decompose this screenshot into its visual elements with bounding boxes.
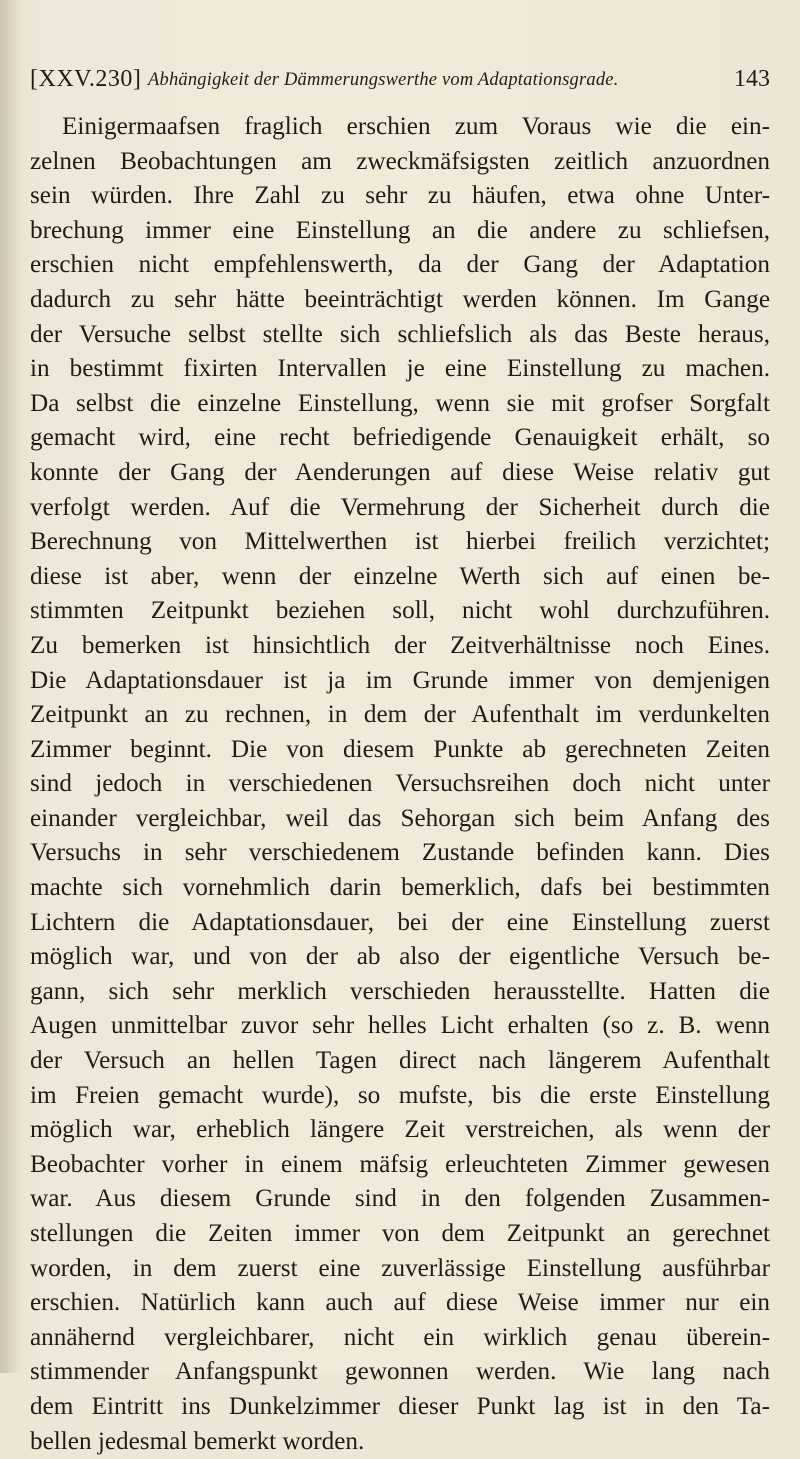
running-header [30, 64, 770, 98]
text-line: machte sich vornehmlich darin bemerklich, dafs bei bestimmten [30, 874, 770, 902]
running-title: Abhängigkeit der Dämmerungswerthe vom Adaptationsgrade. [148, 70, 619, 90]
text-line: in bestimmt fixirten Intervallen je eine Einstellung zu machen. [30, 355, 770, 383]
text-line: stimmender Anfangspunkt gewonnen werden. Wie lang nach [30, 1358, 770, 1386]
text-line: Die Adaptationsdauer ist ja im Grunde immer von demjenigen [30, 666, 770, 694]
text-line: Versuchs in sehr verschiedenem Zustande befinden kann. Dies [30, 839, 770, 867]
body-paragraph [30, 110, 770, 1459]
text-line: Zu bemerken ist hinsichtlich der Zeitverhältnisse noch Eines. [30, 631, 770, 659]
text-line: konnte der Gang der Aenderungen auf diese Weise relativ gut [30, 458, 770, 486]
text-line: der Versuch an hellen Tagen direct nach längerem Aufenthalt [30, 1047, 770, 1075]
text-line: Beobachter vorher in einem mäfsig erleuchteten Zimmer gewesen [30, 1150, 770, 1178]
text-line: diese ist aber, wenn der einzelne Werth sich auf einen be- [30, 562, 770, 590]
text-line: war. Aus diesem Grunde sind in den folgenden Zusammen- [30, 1185, 770, 1213]
text-line: annähernd vergleichbarer, nicht ein wirklich genau überein- [30, 1323, 770, 1351]
text-line: möglich war, und von der ab also der eigentliche Versuch be- [30, 943, 770, 971]
text-line: Einigermaafsen fraglich erschien zum Voraus wie die ein- [62, 113, 770, 140]
section-reference: [XXV.230] [30, 66, 142, 92]
text-line: sind jedoch in verschiedenen Versuchsreihen doch nicht unter [30, 770, 770, 798]
text-line: der Versuche selbst stellte sich schliefslich als das Beste heraus, [30, 320, 770, 348]
text-line: stimmten Zeitpunkt beziehen soll, nicht wohl durchzuführen. [30, 597, 770, 625]
text-line: stellungen die Zeiten immer von dem Zeitpunkt an gerechnet [30, 1220, 770, 1247]
text-line: Zeitpunkt an zu rechnen, in dem der Aufenthalt im verdunkelten [30, 701, 770, 729]
text-line: Lichtern die Adaptationsdauer, bei der eine Einstellung zuerst [30, 908, 770, 936]
text-line: einander vergleichbar, weil das Sehorgan sich beim Anfang des [30, 804, 770, 832]
text-line: Berechnung von Mittelwerthen ist hierbei freilich verzichtet; [30, 528, 770, 556]
binding-shadow [0, 0, 22, 1373]
page-number: 143 [734, 66, 770, 92]
text-line: worden, in dem zuerst eine zuverlässige Einstellung ausführbar [30, 1254, 770, 1282]
text-line: gann, sich sehr merklich verschieden herausstellte. Hatten die [30, 977, 770, 1005]
text-line: bellen jedesmal bemerkt worden. [30, 1427, 365, 1455]
text-line: gemacht wird, eine recht befriedigende Genauigkeit erhält, so [30, 424, 770, 452]
text-line: Da selbst die einzelne Einstellung, wenn sie mit grofser Sorgfalt [30, 389, 770, 417]
text-line: verfolgt werden. Auf die Vermehrung der Sicherheit durch die [30, 493, 770, 521]
text-line: dadurch zu sehr hätte beeinträchtigt werden können. Im Gange [30, 285, 770, 313]
text-line: erschien nicht empfehlenswerth, da der Gang der Adaptation [30, 251, 770, 279]
text-line: zelnen Beobachtungen am zweckmäfsigsten zeitlich anzuordnen [30, 147, 770, 175]
text-line: dem Eintritt ins Dunkelzimmer dieser Punkt lag ist in den Ta- [30, 1392, 770, 1420]
text-line: sein würden. Ihre Zahl zu sehr zu häufen, etwa ohne Unter- [30, 182, 770, 210]
text-line: Augen unmittelbar zuvor sehr helles Licht erhalten (so z. B. wenn [30, 1012, 770, 1040]
text-line: erschien. Natürlich kann auch auf diese Weise immer nur ein [30, 1289, 770, 1317]
text-line: brechung immer eine Einstellung an die andere zu schliefsen, [30, 216, 770, 244]
text-line: im Freien gemacht wurde), so mufste, bis die erste Einstellung [30, 1081, 770, 1109]
text-line: Zimmer beginnt. Die von diesem Punkte ab gerechneten Zeiten [30, 735, 770, 763]
text-line: möglich war, erheblich längere Zeit verstreichen, als wenn der [30, 1116, 770, 1144]
